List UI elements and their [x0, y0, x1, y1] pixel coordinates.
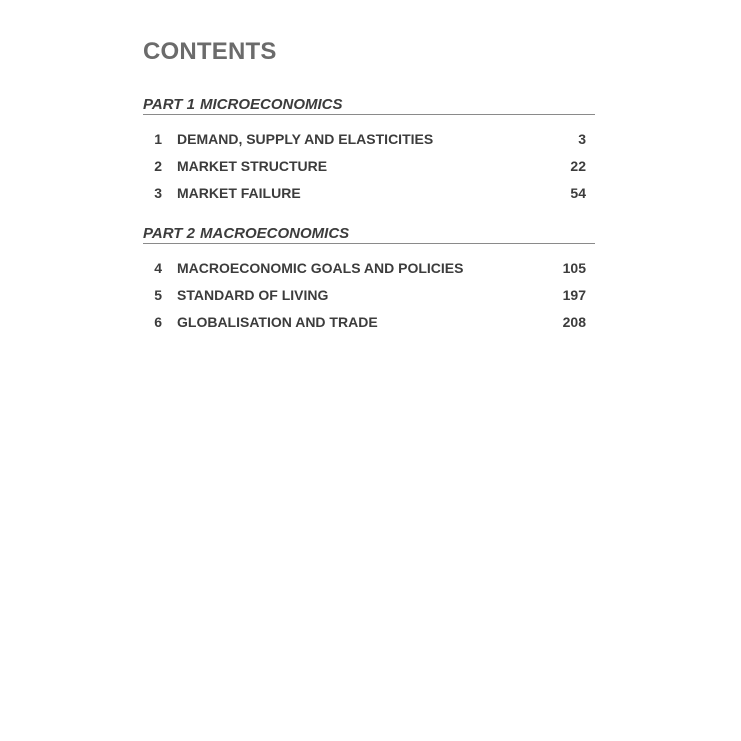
chapter-number: 5 [154, 287, 162, 303]
chapter-number: 1 [154, 131, 162, 147]
part-2-section [143, 225, 595, 341]
page-title: CONTENTS [143, 38, 277, 65]
toc-entry-chapter-4[interactable] [143, 260, 595, 287]
chapter-page-number: 22 [570, 158, 586, 174]
chapter-title: GLOBALISATION AND TRADE [177, 314, 378, 330]
part-1-heading [143, 96, 595, 115]
part-2-label: PART 2 [143, 225, 195, 242]
chapter-page-number: 54 [570, 185, 586, 201]
part-1-title: MICROECONOMICS [200, 96, 343, 113]
chapter-page-number: 197 [562, 287, 586, 303]
chapter-title: DEMAND, SUPPLY AND ELASTICITIES [177, 131, 434, 147]
chapter-page-number: 105 [562, 260, 586, 276]
chapter-title: STANDARD OF LIVING [177, 287, 329, 303]
toc-entry-chapter-2[interactable] [143, 158, 595, 185]
chapter-page-number: 208 [562, 314, 586, 330]
chapter-title: MARKET FAILURE [177, 185, 301, 201]
part-1-section [143, 96, 595, 212]
chapter-title: MACROECONOMIC GOALS AND POLICIES [177, 260, 464, 276]
toc-entry-chapter-5[interactable] [143, 287, 595, 314]
chapter-number: 6 [154, 314, 162, 330]
chapter-title: MARKET STRUCTURE [177, 158, 328, 174]
chapter-number: 3 [154, 185, 162, 201]
toc-entry-chapter-3[interactable] [143, 185, 595, 212]
part-2-heading [143, 225, 595, 244]
chapter-number: 4 [154, 260, 162, 276]
toc-entry-chapter-6[interactable] [143, 314, 595, 341]
chapter-page-number: 3 [578, 131, 586, 147]
part-1-label: PART 1 [143, 96, 195, 113]
part-2-title: MACROECONOMICS [200, 225, 350, 242]
chapter-number: 2 [154, 158, 162, 174]
toc-entry-chapter-1[interactable] [143, 131, 595, 158]
